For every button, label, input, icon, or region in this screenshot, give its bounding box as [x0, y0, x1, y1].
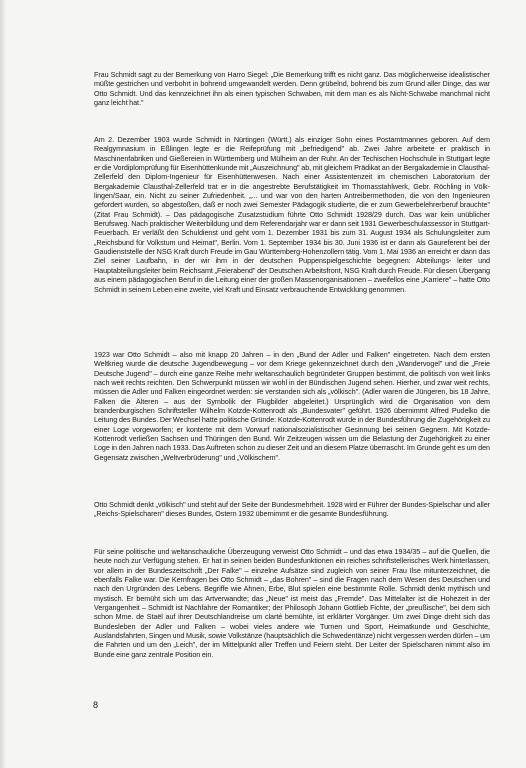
paragraph-adler-und-falken: 1923 war Otto Schmidt – also mit knapp 20 Jahren – in den „Bund der Adler und Falken" eingetreten. Nach dem ersten Weltkrieg wurde die deutsche Jugendbewegung – vor dem Kriege gekennzeichnet durch den „Wandervogel" und die „Freie Deutsche Jugend" – durch eine ganze Reihe mehr weltanschaulich begründeter Gruppen bestimmt, die politisch von weit links nach weit rechts reichten. Den Schwerpunkt müssen wir wohl in der Bündischen Jugend sehen. Hierher, und zwar weit rechts, müssen die Adler und Falken eingeordnet werden: sie verstanden sich als „völkisch". (Adler waren die Jüngeren, bis 18 Jahre, Falken die Älteren – aus der Symbolik der Flugbilder abgeleitet.) Ursprünglich wird die Organisation von dem brandenburgischen Schriftsteller Wilhelm Kotzde-Kottenrodt als „Bundesvater" geführt. 1926 übernimmt Alfred Pudelko die Leitung des Bundes. Der Wechsel hatte politische Gründe: Kotzde-Kottenrodt wurde in der Bundesführung die Zugehörigkeit zu einer Loge vorgeworfen; er konterte mit dem Vorwurf nationalsozialistischer Gesinnung bei seinen Gegnern. Mit Kotzde-Kottenrodt verließen Sachsen und Thüringen den Bund. Wir Zeitzeugen wissen um die Belastung der Zugehörigkeit zu einer Loge in den Jahren nach 1933. Das Auftreten schon zu dieser Zeit und an diesem Platze überrascht. Im Grunde geht es um den Gegensatz zwischen „Weltverbrüderung" und „Völkischem".	[94, 350, 490, 462]
page-number: 8	[93, 700, 99, 710]
paragraph-bundesfuehrung: Otto Schmidt denkt „völkisch" und steht auf der Seite der Bundesmehrheit. 1928 wird er Führer der Bundes-Spielschar und aller „Reichs-Spielscharen" dieses Bundes, Ostern 1932 übernimmt er die gesamte Bundesführung.	[94, 500, 490, 519]
paragraph-quote-frau-schmidt: Frau Schmidt sagt zu der Bemerkung von Harro Siegel: „Die Bemerkung trifft es nicht ganz. Das möglicherweise idealistischer müßte gestrichen und verbohrt in bohrend umgewandelt werden. Denn grübelnd, bohrend bis zum Grund aller Dinge, das war Otto Schmidt. Und das kennzeichnet ihn als einen typischen Schwaben, mit dem man es als Nicht-Schwabe manchmal nicht ganz leicht hat."	[94, 70, 490, 108]
paragraph-weltanschauung: Für seine politische und weltanschauliche Überzeugung verweist Otto Schmidt – und das etwa 1934/35 – auf die Quellen, die heute noch zur Verfügung stehen. Er hat in seinen beiden Bundesfunktionen ein reiches schriftstellerisches Werk hinterlassen, vor allem in der Bundeszeitschrift „Der Falke" – einzelne Aufsätze sind zugleich von seiner Frau Ilse mitunterzeichnet, die ebenfalls Falke war. Die Kernfragen bei Otto Schmidt – „das Bohren" – sind die Fragen nach dem Wesen des Deutschen und nach den Urgründen des Lebens. Begriffe wie Ahnen, Erbe, Blut spielen eine bestimmte Rolle. Schmidt denkt mythisch und mystisch. Er bemüht sich um das Artverwandte; das „Neue" ist meist das „Fremde". Das Mittelalter ist die Hohezeit in der Vergangenheit – Schmidt ist Nachfahre der Romantiker; der Philosoph Johann Gottlieb Fichte, der „preußische", bei dem sich schon Mme. de Staël auf ihrer Deutschlandreise um clarté bemühte, ist erklärter Vorgänger. Um zwei Dinge dreht sich das Bundesleben der Adler und Falken – wobei vieles andere wie Turnen und Sport, Heimatkunde und Geschichte, Auslandsfahrten, Singen und Musik, sowie Volkstänze (hauptsächlich die Schwedentänze) nicht vergessen werden dürfen – um die Fahrten und um den „Leich", der im Mittelpunkt aller Treffen und Feiern steht. Der Leiter der Spielscharen nimmt also im Bunde eine ganz zentrale Position ein.	[94, 547, 490, 659]
paragraph-biography: Am 2. Dezember 1903 wurde Schmidt in Nürtingen (Württ.) als einziger Sohn eines Postamtmannes geboren. Auf dem Realgymnasium in Eßlingen legte er die Reifeprüfung mit „befriedigend" ab. Zwei Jahre arbeitete er praktisch in Maschinenfabriken und Gießereien in Württemberg und Mülheim an der Ruhr. An der Techischen Hochschule in Stuttgart legte er die Vordiplomprüfung für Eisenhüttenkunde mit „Auszeichnung" ab, mit gleichem Prädikat an der Bergakademie in Clausthal-Zellerfeld den Diplom-Ingenieur für Eisenhüttenwesen. Nach einer Assistentenzeit im chemischen Laboratorium der Bergakademie Clausthal-Zellerfeld trat er in die angestrebte Berufstätigkeit im Thomasstahlwerk, Gebr. Röchling in Völklingen/Saar, ein. Nicht zu seiner Zufriedenheit. „... und war von den harten Antreibermethoden, die von den Ingenieuren gefordert wurden, so abgestoßen, daß er noch zwei Semester Pädagogik studierte, die er zum Gewerbelehrerberuf brauchte" (Zitat Frau Schmidt). – Das pädagogische Zusatzstudium führte Otto Schmidt 1928/29 durch. Das war kein unüblicher Berufsweg. Nach praktischer Weiterbildung und dem Referendarjahr war er dann seit 1931 Gewerbeschulassessor in Stuttgart-Feuerbach. Er verläßt den Schuldienst und geht vom 1. Dezember 1931 bis zum 31. August 1934 als Schulungsleiter zum „Reichsbund für Volkstum und Heimat", Berlin. Vom 1. September 1934 bis 30. Juni 1936 ist er dann als Gaureferent bei der Gaudienststelle der NSG Kraft durch Freude im Gau Württemberg-Hohenzollern tätig. Vom 1. Mai 1936 an erreicht er dann das Ziel seiner Laufbahn, in der wir ihm in der deutschen Puppenspielgeschichte begegnen: Abteilungs- leiter und Hauptabteilungsleiter beim Reichsamt „Feierabend" der Deutschen Arbeitsfront, NSG Kraft durch Freude. Für diesen Übergang aus einem pädagogischen Beruf in die Leitung einer der großen Massenorganisationen – zweifellos eine „Karriere" – hatte Otto Schmidt in seinem Leben eine zweite, viel Kraft und Einsatz verbrauchende Entwicklung genommen.	[94, 135, 490, 294]
page-edge-shadow	[0, 0, 6, 768]
